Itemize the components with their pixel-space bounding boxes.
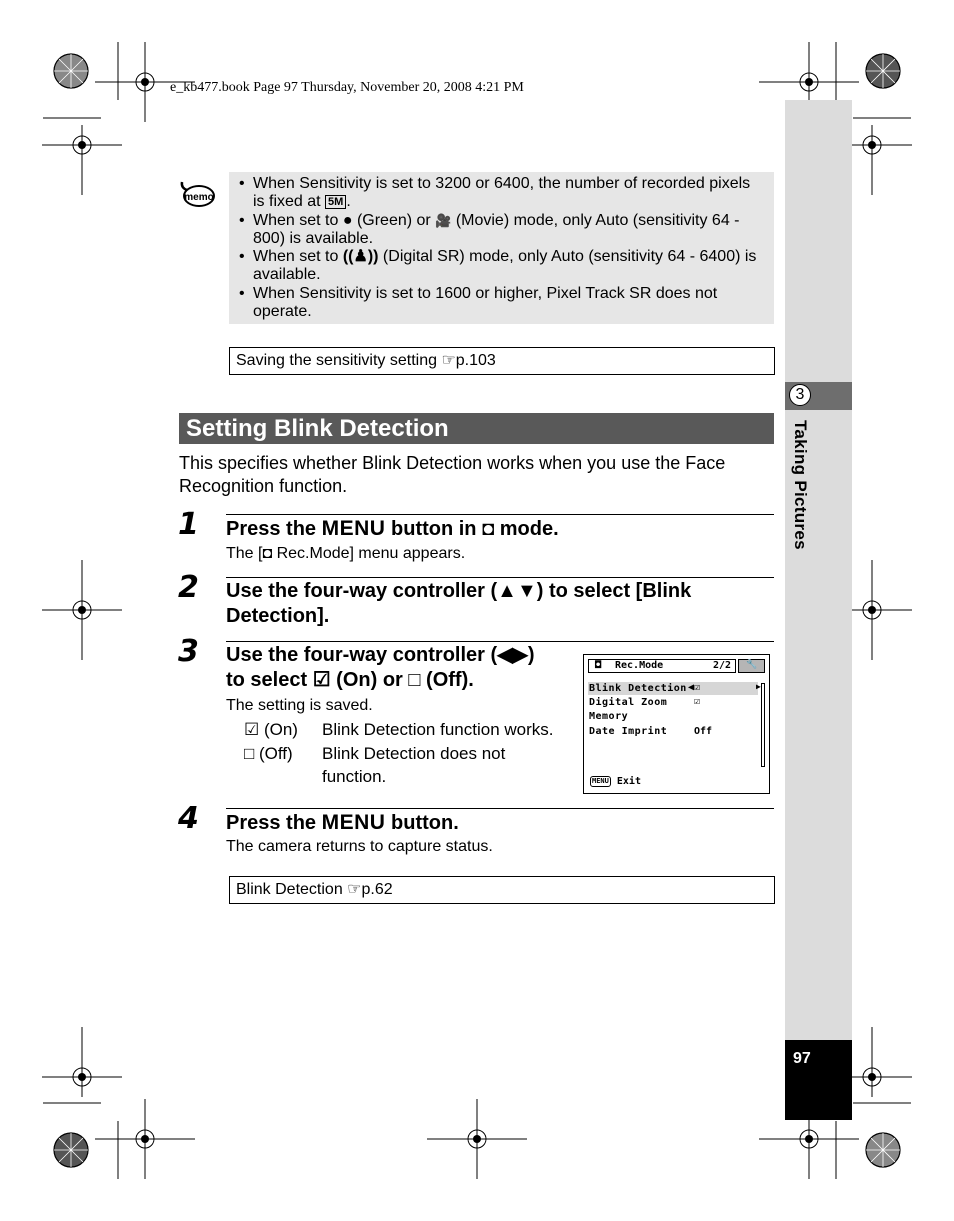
menu-button-icon: MENU bbox=[321, 517, 386, 540]
step-heading-line: Use the four-way controller (▲▼) to select [Blink bbox=[226, 580, 692, 602]
menu-row-memory: Memory bbox=[589, 711, 629, 722]
digital-sr-icon: ((♟)) bbox=[342, 248, 379, 266]
step-heading-text: mode. bbox=[494, 518, 559, 540]
lcd-footer bbox=[590, 776, 641, 787]
step-divider bbox=[226, 514, 774, 515]
lcd-header bbox=[588, 659, 765, 673]
menu-button-icon: MENU bbox=[592, 777, 609, 785]
memo-text: When Sensitivity is set to 3200 or 6400, the number of recorded pixels is fixed at bbox=[253, 175, 751, 211]
side-tab bbox=[785, 100, 852, 1040]
running-head: e_kb477.book Page 97 Thursday, November 20, 2008 4:21 PM bbox=[170, 80, 524, 95]
step-number: 4 bbox=[178, 801, 199, 836]
page-indicator: 2/2 bbox=[712, 660, 731, 671]
menu-row-date-imprint: Date Imprint bbox=[589, 726, 668, 737]
camera-icon: ◘ bbox=[482, 518, 495, 540]
step-divider bbox=[226, 808, 774, 809]
intro-text: This specifies whether Blink Detection works when you use the Face Recognition function. bbox=[179, 453, 726, 496]
memo-text: When set to bbox=[253, 211, 343, 229]
step-heading bbox=[226, 643, 535, 693]
memo-text: When Sensitivity is set to 1600 or higher, Pixel Track SR does not operate. bbox=[253, 284, 718, 321]
memo-text: (Digital SR) mode, only Auto (sensitivity 64 - 6400) is available. bbox=[253, 248, 757, 284]
exit-label: Exit bbox=[616, 776, 641, 787]
step-heading bbox=[226, 516, 559, 542]
date-imprint-value: Off bbox=[694, 726, 713, 737]
menu-row-digital-zoom: Digital Zoom bbox=[589, 697, 668, 708]
setup-tab bbox=[738, 659, 765, 673]
step-number: 3 bbox=[178, 634, 199, 669]
section-title: Setting Blink Detection bbox=[179, 413, 774, 444]
step-heading bbox=[226, 579, 691, 629]
step-subtext-part: Rec.Mode] menu appears. bbox=[272, 545, 466, 562]
right-arrow-icon: ▶ bbox=[756, 682, 761, 691]
step-heading-text: Press the bbox=[226, 518, 322, 540]
digital-zoom-value: ☑ bbox=[694, 696, 701, 707]
option-desc: Blink Detection does not function. bbox=[322, 744, 506, 786]
memo-text: (Green) or bbox=[352, 211, 436, 229]
step-number: 2 bbox=[178, 570, 199, 605]
step-divider bbox=[226, 641, 774, 642]
blink-detection-value: ◀☑ bbox=[688, 682, 701, 693]
size-5m-icon: 5M bbox=[325, 195, 346, 209]
step-number: 1 bbox=[178, 507, 199, 542]
memo-icon bbox=[179, 178, 217, 210]
option-label: ☑ (On) bbox=[244, 720, 298, 739]
movie-mode-icon: 🎥 bbox=[435, 212, 452, 228]
step-subtext bbox=[226, 544, 465, 564]
wrench-icon: 🔧 bbox=[746, 660, 758, 670]
tab-title: Rec.Mode bbox=[615, 660, 664, 671]
step-heading-text: Press the bbox=[226, 812, 322, 834]
step-subtext: The setting is saved. bbox=[226, 697, 373, 714]
memo-text: . bbox=[346, 193, 351, 211]
menu-row-blink-detection: Blink Detection bbox=[589, 683, 687, 694]
step-heading-text: button in bbox=[385, 518, 483, 540]
memo-item bbox=[237, 248, 766, 285]
step-heading-line: to select ☑ (On) or □ (Off). bbox=[226, 669, 474, 691]
reference-box: Saving the sensitivity setting ☞p.103 bbox=[229, 347, 775, 375]
option-label: □ (Off) bbox=[244, 744, 293, 763]
camera-icon: ◘ bbox=[262, 545, 273, 562]
scrollbar bbox=[761, 683, 765, 767]
memo-item bbox=[237, 175, 766, 212]
menu-button-icon: MENU bbox=[321, 811, 386, 834]
step-subtext: The camera returns to capture status. bbox=[226, 838, 493, 855]
step-heading-line: Detection]. bbox=[226, 605, 330, 627]
memo-text: When set to bbox=[253, 248, 343, 266]
rec-mode-tab bbox=[588, 659, 736, 673]
page-number: 97 bbox=[793, 1050, 811, 1067]
camera-menu-screen bbox=[583, 654, 770, 794]
step-heading-line: Use the four-way controller (◀▶) bbox=[226, 644, 535, 666]
memo-text: (Movie) mode, only Auto (sensitivity 64 - 800) is available. bbox=[253, 211, 740, 247]
step-divider bbox=[226, 577, 774, 578]
camera-icon: ◘ bbox=[595, 660, 602, 671]
chapter-title: Taking Pictures bbox=[791, 420, 810, 550]
reference-box: Blink Detection ☞p.62 bbox=[229, 876, 775, 904]
chapter-number: 3 bbox=[789, 384, 811, 406]
memo-item bbox=[237, 285, 766, 322]
step-subtext-part: The [ bbox=[226, 545, 263, 562]
green-mode-icon: ● bbox=[342, 211, 353, 229]
memo-icon-text: memo bbox=[184, 192, 214, 203]
step-heading-text: button. bbox=[385, 812, 459, 834]
option-desc: Blink Detection function works. bbox=[322, 720, 554, 739]
step-heading bbox=[226, 810, 459, 836]
memo-item bbox=[237, 212, 766, 249]
memo-box bbox=[229, 172, 774, 324]
